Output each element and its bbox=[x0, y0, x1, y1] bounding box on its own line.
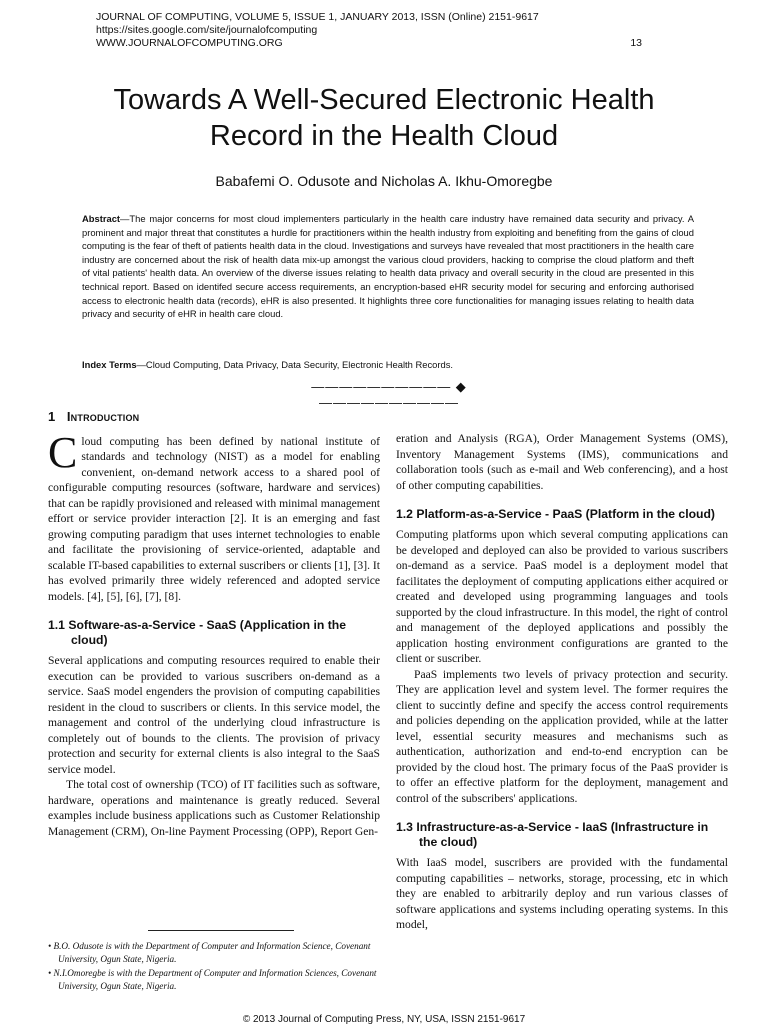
abstract bbox=[82, 212, 694, 321]
footnote-item: • N.I.Omoregbe is with the Department of Computer and Information Sciences, Covenant University, Ogun State, Nigeria. bbox=[48, 968, 377, 991]
footnote-item: • B.O. Odusote is with the Department of Computer and Information Science, Covenant University, Ogun State, Nigeria. bbox=[48, 941, 371, 964]
footnotes bbox=[48, 940, 380, 994]
section-1-2-heading: 1.2 Platform-as-a-Service - PaaS (Platform in the cloud) bbox=[396, 507, 715, 521]
abstract-label: Abstract bbox=[82, 213, 121, 224]
footnote-2: N.I.Omoregbe is with the Department of Computer and Information Sciences, Covenant University, Ogun State, Nigeria. bbox=[53, 968, 377, 991]
site-url[interactable]: https://sites.google.com/site/journalofcomputing bbox=[96, 24, 318, 36]
right-column bbox=[396, 431, 728, 933]
journal-header bbox=[96, 11, 539, 50]
authors: Babafemi O. Odusote and Nicholas A. Ikhu-Omoregbe bbox=[215, 173, 553, 189]
intro-text: has been defined by national institute of standards and technology (NIST) as a model for enabling convenient, on-demand network access to a shared pool of configurable computing resources (software, hardware and services) that can be rapidly provisioned and released with minimal management effort or service provider interaction [2]. It is an emerging and fast growing computing paradigm that uses internet technologies to enable and facilitate the provisioning of service-oriented, adaptable and scalable IT-based capabilities to external suscribers or clients [1], [3]. It has evolved primarily three widely referenced and adopted service models. [4], [5], [6], [7], [8]. bbox=[48, 434, 380, 603]
footnote-1: B.O. Odusote is with the Department of Computer and Information Science, Covenant University, Ogun State, Nigeria. bbox=[53, 941, 371, 964]
page-footer: © 2013 Journal of Computing Press, NY, USA, ISSN 2151-9617 bbox=[242, 1014, 526, 1025]
section-1-number: 1 bbox=[48, 409, 56, 424]
section-divider: —————————— ◆ —————————— bbox=[311, 379, 467, 410]
left-column bbox=[48, 409, 380, 839]
page-number: 13 bbox=[630, 37, 642, 49]
footnote-rule bbox=[148, 930, 294, 931]
section-1-1-heading: 1.1 Software-as-a-Service - SaaS (Application in the cloud) bbox=[48, 618, 347, 647]
intro-paragraph bbox=[48, 427, 380, 605]
saas-paragraph-1: Several applications and computing resources required to enable their execution can be provided to various suscribers on-demand as a service. SaaS model engenders the provision of computing capabilities resident in the cloud to suscribers or clients. In this service model, the management and control of the underlying cloud infrastructure is completely out of bounds to the clients. The provision of privacy protection and security for external clients is also integral to the SaaS service model. bbox=[48, 654, 380, 776]
paas-paragraph-2: PaaS implements two levels of privacy protection and security. They are application level and system level. The former requires the client to succintly define and specify the access control requirements and policies depending on the application provided, while at the latter level, essential security measures and mechanisms such as authentication, authorization and end-to-end encryption can be provided by the cloud host. The primary focus of the PaaS provider is to offer an effective platform for the deployment, management and control of the subscribers' applications. bbox=[396, 667, 728, 805]
title-line-2: Record in the Health Cloud bbox=[209, 120, 559, 152]
section-1-heading bbox=[48, 409, 380, 425]
saas-paragraph-2: The total cost of ownership (TCO) of IT facilities such as software, hardware, operations and maintenance is greatly reduced. Several examples include business applications such as Customer Relationship Management (CRM), On-line Payment Processing (OPP), Report Gen- bbox=[48, 778, 380, 838]
index-terms-label: Index Terms bbox=[82, 359, 137, 370]
intro-lead: loud computing bbox=[81, 434, 160, 448]
abstract-text: —The major concerns for most cloud implementers particularly in the health care industry have remained data security and privacy. A prominent and major threat that constitutes a hurdle for practitioners within the health industry from exploiting and benefiting from the gains of cloud computing is the fear of theft of patients health data in the cloud. Investigations and surveys have revealed that most practitioners in the health care industry are concerned about the risk of health data mix-up amongst the various cloud providers, hacking to comprise the cloud platform and theft of vital patients' health data. An overview of the diverse issues relating to health data privacy and overall security in the cloud are presented in this technical report. Based on identifed secure access requirements, an encryption-based eHR security model for securing and enforcing authorised access to electronic health data (records), eHR is also presented. It highlights three core functionalities for managing issues relating to health data privacy and security of eHR in health care cloud. bbox=[82, 213, 694, 320]
web-url[interactable]: WWW.JOURNALOFCOMPUTING.ORG bbox=[96, 37, 283, 49]
index-terms-text: —Cloud Computing, Data Privacy, Data Security, Electronic Health Records. bbox=[136, 359, 453, 370]
paper-title bbox=[40, 82, 728, 154]
paas-paragraph-1: Computing platforms upon which several computing applications can be developed and deployed can also be provided to various suscribers on-demand as a service. PaaS model is a deployment model that facilitates the deployment of computing applications either acquired or created and developed using programming languages and tools supported by the cloud infrastructure. In this model, the right of control and management of the deployed applications and possibly the application hosting environment configurations are granted to the client or suscriber. bbox=[396, 528, 728, 665]
iaas-paragraph-1: With IaaS model, suscribers are provided with the fundamental computing capabilities – networks, storage, processing, etc in which they are enabled to arbitrarily deploy and run various classes of software applications and systems including operating systems. In this model, bbox=[396, 856, 728, 931]
drop-cap: C bbox=[48, 427, 78, 477]
saas-paragraph-2-continued: eration and Analysis (RGA), Order Management Systems (OMS), Inventory Management Systems (IMS), communications and collaboration tools (such as e-mail and Web conferencing), and a host of other computing capabilities. bbox=[396, 432, 728, 492]
index-terms bbox=[82, 358, 694, 372]
title-line-1: Towards A Well-Secured Electronic Health bbox=[113, 84, 655, 116]
section-1-title: Introduction bbox=[66, 409, 140, 424]
journal-line: JOURNAL OF COMPUTING, VOLUME 5, ISSUE 1, JANUARY 2013, ISSN (Online) 2151-9617 bbox=[96, 11, 539, 23]
section-1-3-heading: 1.3 Infrastructure-as-a-Service - IaaS (Infrastructure in the cloud) bbox=[396, 820, 709, 849]
